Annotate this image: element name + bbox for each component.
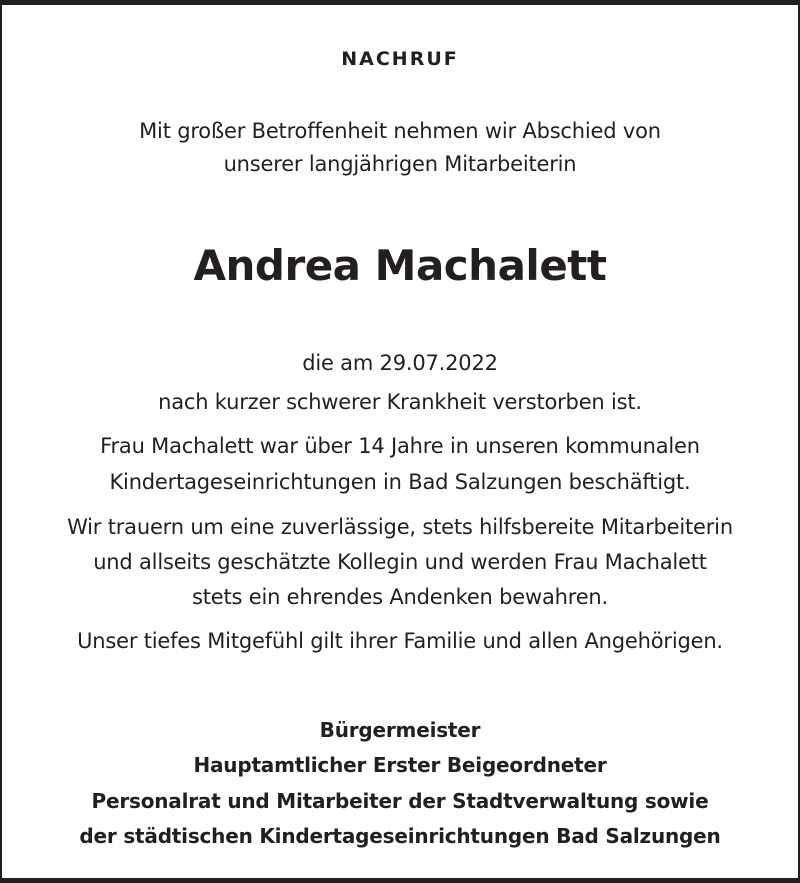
signatory-childcare-facilities: der städtischen Kindertageseinrichtungen Bad Salzungen: [79, 824, 721, 848]
body-line-mourning-2: und allseits geschätzte Kollegin und werden Frau Machalett: [93, 550, 707, 574]
body-line-mourning-3: stets ein ehrendes Andenken bewahren.: [191, 585, 608, 609]
body-line-employment-2: Kindertageseinrichtungen in Bad Salzungen beschäftigt.: [109, 470, 691, 494]
signatory-staff-council: Personalrat und Mitarbeiter der Stadtverwaltung sowie: [91, 789, 709, 813]
body-line-employment-1: Frau Machalett war über 14 Jahre in unseren kommunalen: [100, 434, 700, 458]
notice-heading: NACHRUF: [341, 48, 459, 70]
body-line-condolence: Unser tiefes Mitgefühl gilt ihrer Familie und allen Angehörigen.: [77, 629, 723, 653]
signatory-deputy: Hauptamtlicher Erster Beigeordneter: [193, 753, 607, 777]
body-line-mourning-1: Wir trauern um eine zuverlässige, stets hilfsbereite Mitarbeiterin: [67, 515, 733, 539]
intro-line-2: unserer langjährigen Mitarbeiterin: [223, 152, 577, 176]
body-line-date: die am 29.07.2022: [302, 351, 498, 375]
signatory-mayor: Bürgermeister: [319, 718, 481, 742]
deceased-name: Andrea Machalett: [193, 241, 607, 290]
intro-line-1: Mit großer Betroffenheit nehmen wir Abschied von: [139, 119, 661, 143]
body-line-cause: nach kurzer schwerer Krankheit verstorben ist.: [158, 390, 642, 414]
